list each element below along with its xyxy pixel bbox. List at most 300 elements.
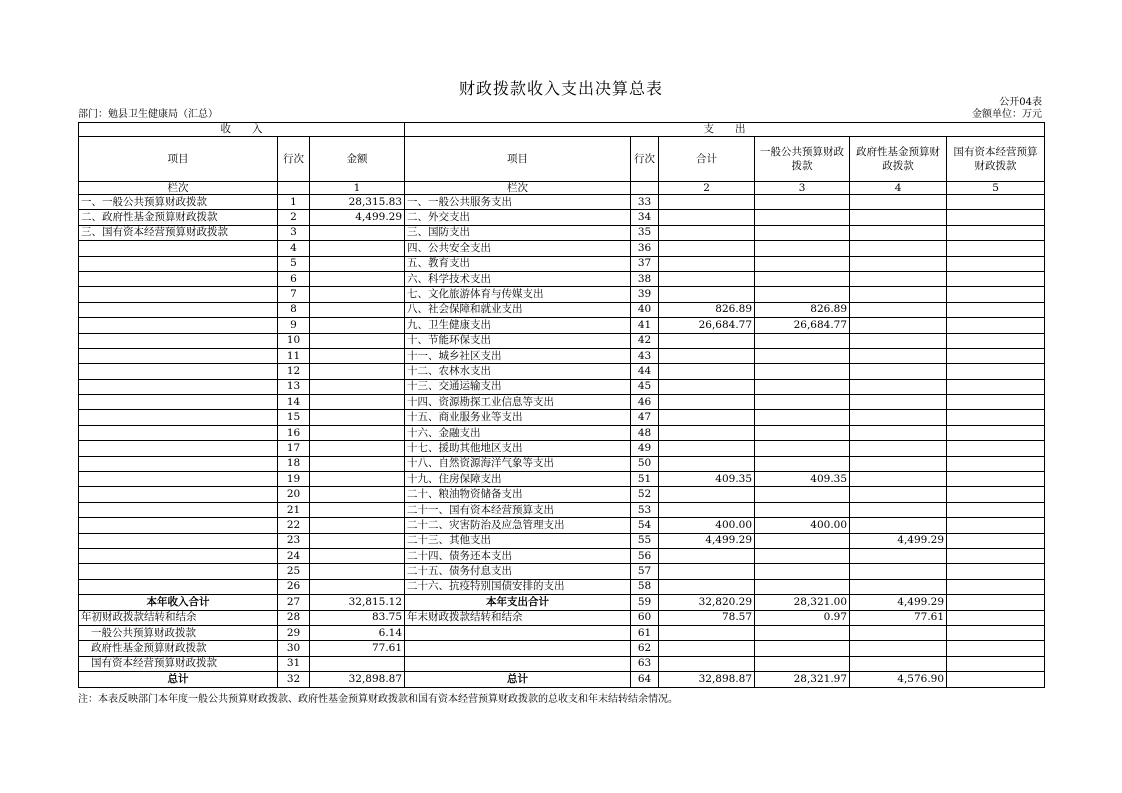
expense-state [947,410,1045,425]
income-item: 一般公共预算财政拨款 [79,625,278,640]
income-amount: 77.61 [310,641,405,656]
income-item [79,379,278,394]
income-row-no: 11 [278,348,310,363]
income-amount [310,287,405,302]
expense-fund [850,241,947,256]
expense-total [659,656,755,671]
expense-total [659,225,755,240]
expense-general [755,625,850,640]
expense-total [659,271,755,286]
income-item [79,425,278,440]
expense-state [947,379,1045,394]
income-amount [310,487,405,502]
income-row-no: 21 [278,502,310,517]
table-row [79,533,1045,548]
expense-total [659,195,755,210]
income-item [79,518,278,533]
expense-fund: 77.61 [850,610,947,625]
expense-total [659,210,755,225]
expense-total: 409.35 [659,472,755,487]
income-item [79,287,278,302]
income-row-no: 2 [278,210,310,225]
table-row [79,610,1045,625]
income-row-no: 18 [278,456,310,471]
expense-row-no: 55 [631,533,659,548]
income-item [79,564,278,579]
expense-item: 本年支出合计 [405,595,631,610]
expense-item: 二十六、抗疫特别国债安排的支出 [405,579,631,594]
expense-fund: 4,576.90 [850,672,947,687]
header-amount: 金额 [310,137,405,182]
expense-state [947,256,1045,271]
expense-item [405,641,631,656]
expense-total: 400.00 [659,518,755,533]
header-item-expense: 项目 [405,137,631,182]
expense-total [659,410,755,425]
income-item: 总计 [79,672,278,687]
table-row [79,333,1045,348]
income-amount [310,441,405,456]
income-row-no: 30 [278,641,310,656]
expense-general [755,533,850,548]
expense-total: 32,898.87 [659,672,755,687]
income-item: 政府性基金预算财政拨款 [79,641,278,656]
income-row-no: 29 [278,625,310,640]
expense-state [947,456,1045,471]
expense-fund [850,425,947,440]
income-row-no: 22 [278,518,310,533]
expense-item: 二十四、债务还本支出 [405,548,631,563]
income-row-no: 32 [278,672,310,687]
income-item [79,271,278,286]
table-row [79,441,1045,456]
expense-row-no: 36 [631,241,659,256]
expense-fund [850,256,947,271]
expense-state [947,441,1045,456]
table-row [79,348,1045,363]
income-item: 年初财政拨款结转和结余 [79,610,278,625]
expense-item: 二十二、灾害防治及应急管理支出 [405,518,631,533]
expense-item: 二十一、国有资本经营预算支出 [405,502,631,517]
table-row [79,548,1045,563]
income-section-header: 收 入 [79,123,405,137]
table-row [79,379,1045,394]
expense-general [755,379,850,394]
income-row-no: 23 [278,533,310,548]
expense-fund [850,579,947,594]
expense-fund [850,348,947,363]
income-amount: 6.14 [310,625,405,640]
expense-state [947,641,1045,656]
expense-total: 26,684.77 [659,318,755,333]
expense-item: 三、国防支出 [405,225,631,240]
expense-row-no: 58 [631,579,659,594]
expense-state [947,318,1045,333]
income-item [79,302,278,317]
income-item [79,533,278,548]
table-row [79,456,1045,471]
expense-fund [850,564,947,579]
expense-row-no: 39 [631,287,659,302]
expense-general: 409.35 [755,472,850,487]
income-amount [310,379,405,394]
expense-general [755,456,850,471]
expense-total [659,425,755,440]
income-item: 一、一般公共预算财政拨款 [79,195,278,210]
income-amount [310,225,405,240]
expense-fund [850,472,947,487]
expense-total [659,348,755,363]
income-row-no: 1 [278,195,310,210]
income-row-no: 20 [278,487,310,502]
expense-state [947,271,1045,286]
expense-item: 八、社会保障和就业支出 [405,302,631,317]
expense-total [659,395,755,410]
expense-general [755,225,850,240]
expense-item: 六、科学技术支出 [405,271,631,286]
expense-item [405,625,631,640]
table-row [79,195,1045,210]
expense-row-no: 34 [631,210,659,225]
income-row-no: 17 [278,441,310,456]
expense-row-no: 47 [631,410,659,425]
income-amount: 28,315.83 [310,195,405,210]
table-row [79,625,1045,640]
expense-total: 4,499.29 [659,533,755,548]
expense-general [755,241,850,256]
expense-row-no: 51 [631,472,659,487]
expense-row-no: 43 [631,348,659,363]
header-fund-budget: 政府性基金预算财政拨款 [850,137,947,182]
table-row [79,641,1045,656]
expense-general: 0.97 [755,610,850,625]
lanci-empty-expense [631,182,659,195]
expense-state [947,518,1045,533]
expense-item: 二十五、债务付息支出 [405,564,631,579]
expense-fund [850,225,947,240]
department-label: 部门：勉县卫生健康局（汇总） [78,109,218,120]
expense-total [659,333,755,348]
table-row [79,271,1045,286]
income-amount [310,502,405,517]
expense-row-no: 64 [631,672,659,687]
income-amount [310,579,405,594]
lanci-c4: 4 [850,182,947,195]
expense-row-no: 52 [631,487,659,502]
expense-row-no: 60 [631,610,659,625]
expense-row-no: 33 [631,195,659,210]
income-row-no: 9 [278,318,310,333]
expense-row-no: 46 [631,395,659,410]
income-item [79,472,278,487]
expense-fund [850,548,947,563]
expense-state [947,656,1045,671]
expense-row-no: 54 [631,518,659,533]
income-row-no: 13 [278,379,310,394]
expense-row-no: 41 [631,318,659,333]
income-amount [310,425,405,440]
expense-fund [850,656,947,671]
income-row-no: 25 [278,564,310,579]
expense-total [659,548,755,563]
table-row [79,518,1045,533]
expense-state [947,364,1045,379]
expense-item: 二十、粮油物资储备支出 [405,487,631,502]
income-item [79,456,278,471]
income-row-no: 5 [278,256,310,271]
expense-fund [850,502,947,517]
table-row [79,502,1045,517]
income-row-no: 6 [278,271,310,286]
expense-general [755,333,850,348]
expense-row-no: 62 [631,641,659,656]
expense-state [947,625,1045,640]
expense-general [755,364,850,379]
income-item: 二、政府性基金预算财政拨款 [79,210,278,225]
expense-row-no: 63 [631,656,659,671]
expense-general: 26,684.77 [755,318,850,333]
expense-state [947,333,1045,348]
expense-row-no: 48 [631,425,659,440]
expense-item: 总计 [405,672,631,687]
expense-state [947,672,1045,687]
expense-item: 十一、城乡社区支出 [405,348,631,363]
expense-general [755,287,850,302]
income-item [79,410,278,425]
income-amount [310,518,405,533]
expense-section-header: 支 出 [405,123,1045,137]
income-row-no: 10 [278,333,310,348]
expense-state [947,225,1045,240]
income-item [79,364,278,379]
page-title: 财政拨款收入支出决算总表 [458,79,663,98]
expense-state [947,425,1045,440]
income-amount [310,333,405,348]
expense-state [947,241,1045,256]
income-amount [310,456,405,471]
income-row-no: 3 [278,225,310,240]
expense-state [947,610,1045,625]
expense-total: 78.57 [659,610,755,625]
expense-general: 28,321.97 [755,672,850,687]
expense-row-no: 40 [631,302,659,317]
expense-row-no: 61 [631,625,659,640]
table-row [79,302,1045,317]
expense-general [755,395,850,410]
expense-state [947,548,1045,563]
expense-item: 十四、资源勘探工业信息等支出 [405,395,631,410]
table-row [79,395,1045,410]
expense-fund [850,318,947,333]
expense-fund [850,210,947,225]
expense-item: 十九、住房保障支出 [405,472,631,487]
header-row-no: 行次 [278,137,310,182]
expense-general [755,271,850,286]
income-item [79,487,278,502]
expense-fund [850,333,947,348]
expense-fund [850,271,947,286]
income-row-no: 27 [278,595,310,610]
expense-row-no: 49 [631,441,659,456]
header-total: 合计 [659,137,755,182]
lanci-empty [278,182,310,195]
expense-row-no: 59 [631,595,659,610]
expense-row-no: 53 [631,502,659,517]
income-row-no: 8 [278,302,310,317]
expense-state [947,487,1045,502]
expense-total [659,379,755,394]
header-item: 项目 [79,137,278,182]
expense-general [755,195,850,210]
expense-row-no: 45 [631,379,659,394]
expense-general: 826.89 [755,302,850,317]
expense-item: 四、公共安全支出 [405,241,631,256]
expense-row-no: 50 [631,456,659,471]
expense-state [947,472,1045,487]
income-row-no: 4 [278,241,310,256]
expense-fund [850,302,947,317]
expense-row-no: 37 [631,256,659,271]
income-amount [310,364,405,379]
expense-general [755,425,850,440]
table-row [79,225,1045,240]
expense-fund [850,195,947,210]
income-amount [310,348,405,363]
income-item [79,256,278,271]
expense-fund [850,641,947,656]
expense-state [947,564,1045,579]
lanci-amount: 1 [310,182,405,195]
income-item [79,333,278,348]
table-row [79,410,1045,425]
income-item [79,441,278,456]
expense-general [755,548,850,563]
income-row-no: 15 [278,410,310,425]
income-amount [310,271,405,286]
expense-general: 28,321.00 [755,595,850,610]
expense-total [659,564,755,579]
income-amount: 4,499.29 [310,210,405,225]
table-row [79,210,1045,225]
expense-fund [850,287,947,302]
expense-state [947,579,1045,594]
income-row-no: 26 [278,579,310,594]
table-row [79,487,1045,502]
expense-row-no: 35 [631,225,659,240]
expense-state [947,395,1045,410]
income-row-no: 19 [278,472,310,487]
expense-state [947,595,1045,610]
table-row [79,241,1045,256]
header-state-capital-budget: 国有资本经营预算财政拨款 [947,137,1045,182]
expense-fund [850,364,947,379]
income-amount [310,302,405,317]
table-row [79,287,1045,302]
income-item [79,241,278,256]
expense-total: 826.89 [659,302,755,317]
expense-item: 年末财政拨款结转和结余 [405,610,631,625]
income-item [79,548,278,563]
income-row-no: 16 [278,425,310,440]
expense-general [755,656,850,671]
income-item [79,348,278,363]
income-row-no: 28 [278,610,310,625]
expense-item: 十、节能环保支出 [405,333,631,348]
expense-general [755,441,850,456]
fiscal-summary-table [78,122,1045,688]
income-row-no: 14 [278,395,310,410]
income-item: 本年收入合计 [79,595,278,610]
expense-total [659,487,755,502]
expense-fund [850,518,947,533]
income-item [79,579,278,594]
income-amount [310,410,405,425]
expense-item: 十五、商业服务业等支出 [405,410,631,425]
lanci-label: 栏次 [79,182,278,195]
expense-general [755,502,850,517]
table-row [79,656,1045,671]
lanci-c5: 5 [947,182,1045,195]
table-row [79,318,1045,333]
footnote: 注：本表反映部门本年度一般公共预算财政拨款、政府性基金预算财政拨款和国有资本经营预算财政拨款的总收支和年末结转结余情况。 [78,694,678,705]
expense-row-no: 42 [631,333,659,348]
income-item: 三、国有资本经营预算财政拨款 [79,225,278,240]
income-row-no: 31 [278,656,310,671]
expense-fund [850,441,947,456]
expense-general: 400.00 [755,518,850,533]
expense-total [659,241,755,256]
income-amount [310,241,405,256]
expense-row-no: 38 [631,271,659,286]
expense-fund [850,395,947,410]
expense-fund [850,487,947,502]
expense-fund [850,625,947,640]
expense-row-no: 44 [631,364,659,379]
income-amount: 32,815.12 [310,595,405,610]
expense-item: 五、教育支出 [405,256,631,271]
expense-item: 十二、农林水支出 [405,364,631,379]
expense-item: 一、一般公共服务支出 [405,195,631,210]
expense-general [755,487,850,502]
expense-total [659,579,755,594]
table-row [79,256,1045,271]
expense-fund [850,410,947,425]
expense-general [755,641,850,656]
expense-item: 十三、交通运输支出 [405,379,631,394]
expense-fund [850,379,947,394]
expense-item: 十八、自然资源海洋气象等支出 [405,456,631,471]
table-row [79,564,1045,579]
expense-total [659,502,755,517]
income-item [79,395,278,410]
lanci-c2: 2 [659,182,755,195]
table-row [79,364,1045,379]
table-row [79,472,1045,487]
form-code: 公开04表 [999,97,1042,108]
expense-general [755,348,850,363]
expense-total [659,364,755,379]
income-amount [310,256,405,271]
expense-item: 二十三、其他支出 [405,533,631,548]
expense-state [947,302,1045,317]
expense-state [947,195,1045,210]
expense-general [755,410,850,425]
expense-total [659,456,755,471]
income-amount: 83.75 [310,610,405,625]
expense-row-no: 57 [631,564,659,579]
income-row-no: 24 [278,548,310,563]
income-amount [310,548,405,563]
